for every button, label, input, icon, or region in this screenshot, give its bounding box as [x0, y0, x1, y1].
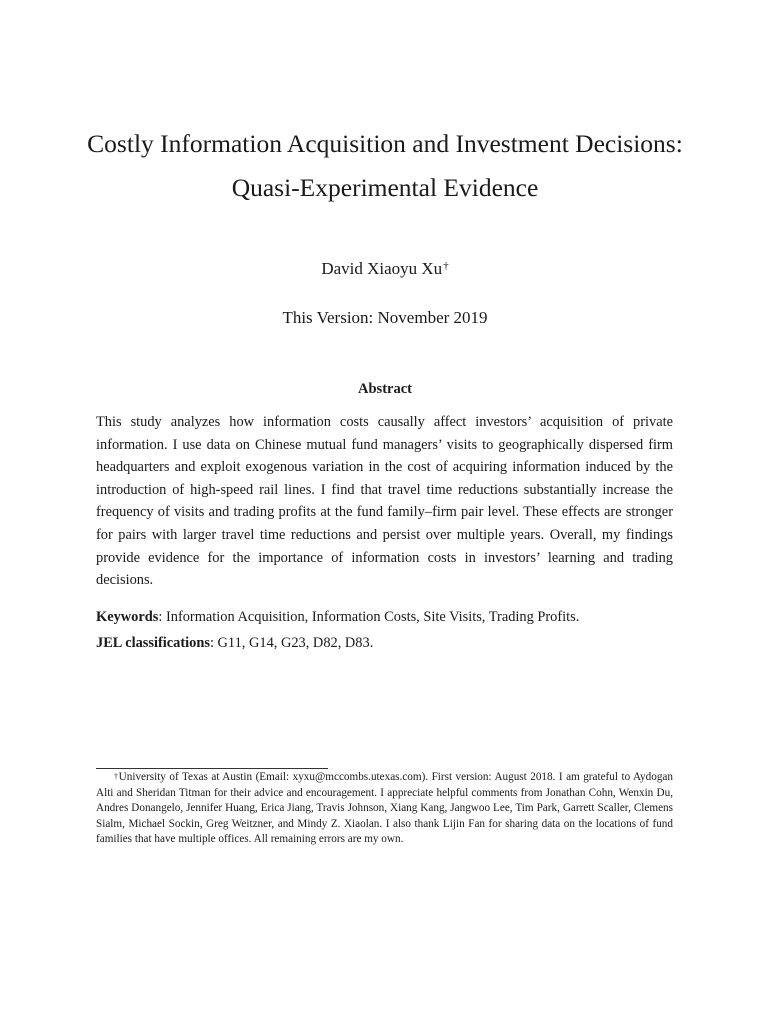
- jel-label: JEL classifications: [96, 635, 210, 651]
- keywords-label: Keywords: [96, 609, 159, 625]
- author-footnote-mark: †: [443, 260, 449, 272]
- author-name: David Xiaoyu Xu: [321, 259, 443, 278]
- footnote-text: University of Texas at Austin (Email: xyxu@mccombs.utexas.com). First version: August 2018. I am grateful to Aydogan Alti and Sheridan Titman for their advice and encouragement. I appreciate helpful comments from Jonathan Cohn, Wenxin Du, Andres Donangelo, Jennifer Huang, Erica Jiang, Travis Johnson, Xiang Kang, Jangwoo Lee, Tim Park, Garrett Scaller, Clemens Sialm, Michael Sockin, Greg Weitzner, and Mindy Z. Xiaolan. I also thank Lijin Fan for sharing data on the locations of fund families that have multiple offices. All remaining errors are my own.: [96, 771, 673, 846]
- footnote-mark: †: [114, 772, 119, 781]
- abstract-body: This study analyzes how information costs causally affect investors’ acquisition of private information. I use data on Chinese mutual fund managers’ visits to geographically dispersed firm headquarters and exploit exogenous variation in the cost of acquiring information induced by the introduction of high-speed rail lines. I find that travel time reductions substantially increase the frequency of visits and trading profits at the fund family–firm pair level. These effects are stronger for pairs with larger travel time reductions and persist over multiple years. Overall, my findings provide evidence for the importance of information costs in investors’ learning and trading decisions.: [96, 414, 673, 589]
- keywords-text: : Information Acquisition, Information Costs, Site Visits, Trading Profits.: [158, 609, 580, 625]
- jel-line: [96, 632, 696, 654]
- author-line: [0, 257, 770, 281]
- keywords-line: [96, 606, 696, 628]
- paper-title: Costly Information Acquisition and Investment Decisions: Quasi-Experimental Evidence: [87, 129, 683, 202]
- jel-text: : G11, G14, G23, D82, D83.: [209, 635, 374, 651]
- footnote-rule: [96, 768, 328, 769]
- version-date: This Version: November 2019: [282, 308, 488, 327]
- footnote: [96, 770, 673, 848]
- abstract-heading: Abstract: [358, 381, 412, 397]
